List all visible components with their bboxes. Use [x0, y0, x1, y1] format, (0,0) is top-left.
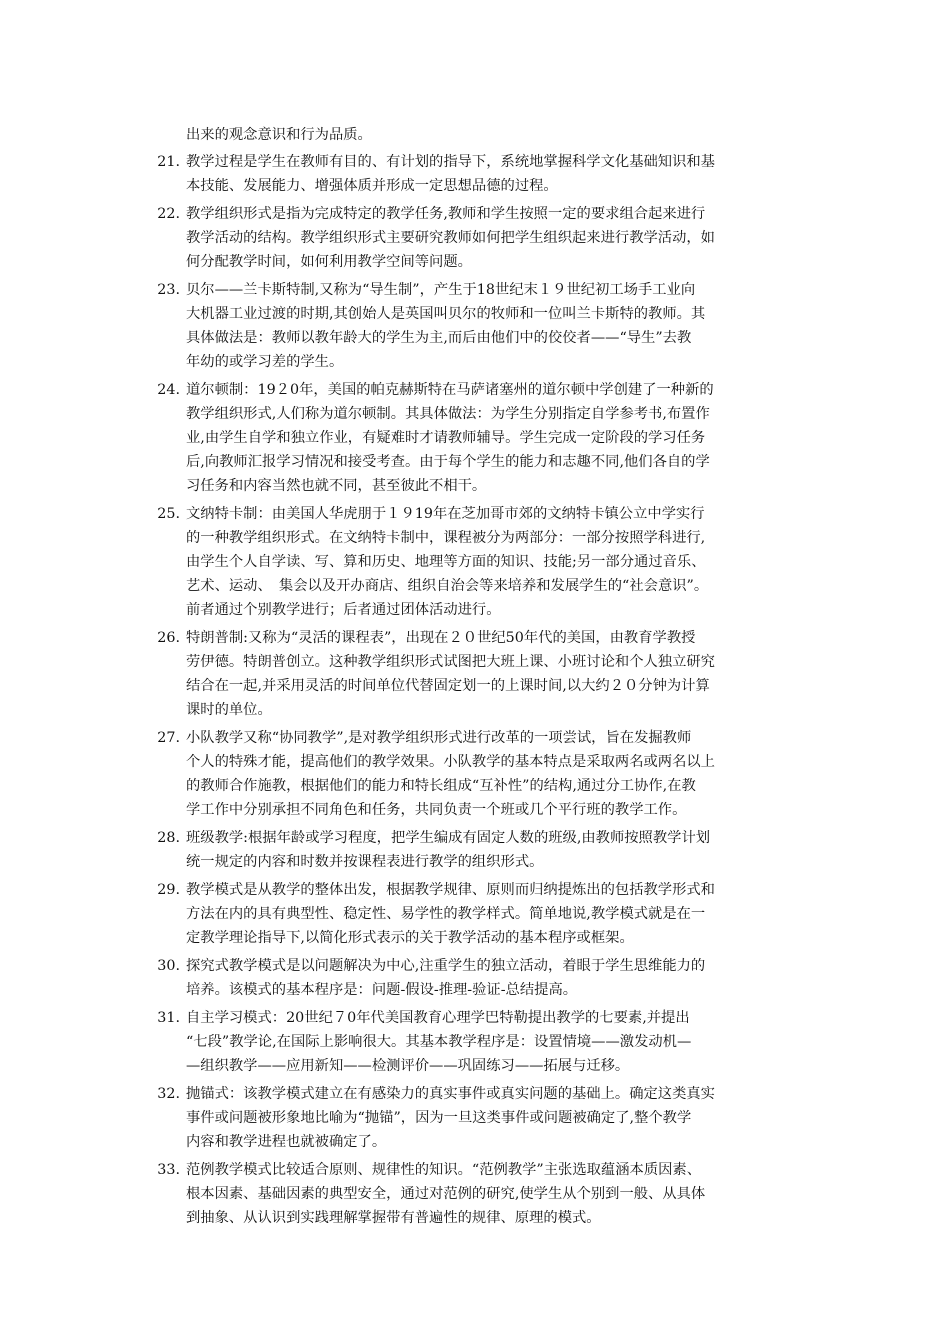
text-line: 本技能、发展能力、增强体质并形成一定思想品德的过程。	[186, 178, 558, 194]
text-line: 贝尔——兰卡斯特制,又称为“导生制”，产生于18世纪末１９世纪初工场手工业向	[186, 282, 696, 298]
text-line: 统一规定的内容和时数并按课程表进行教学的组织形式。	[186, 854, 544, 870]
item-text	[186, 150, 886, 198]
item-number: 28.	[157, 830, 180, 846]
text-line: 业,由学生自学和独立作业，有疑难时才请教师辅导。学生完成一定阶段的学习任务	[186, 430, 706, 446]
text-line: 由学生个人自学读、写、算和历史、地理等方面的知识、技能;另一部分通过音乐、	[186, 554, 706, 570]
list-item	[0, 954, 950, 1002]
item-text	[186, 202, 886, 274]
list-item	[0, 378, 950, 498]
text-line: 大机器工业过渡的时期,其创始人是英国叫贝尔的牧师和一位叫兰卡斯特的教师。其	[186, 306, 706, 322]
item-text	[186, 726, 886, 822]
text-line: 自主学习模式：20世纪７0年代美国教育心理学巴特勒提出教学的七要素,并提出	[186, 1010, 690, 1026]
list-item	[0, 878, 950, 950]
text-line: 结合在一起,并采用灵活的时间单位代替固定划一的上课时间,以大约２０分钟为计算	[186, 678, 710, 694]
text-line: 教学组织形式是指为完成特定的教学任务,教师和学生按照一定的要求组合起来进行	[186, 206, 706, 222]
list-item	[0, 202, 950, 274]
list-item	[0, 1158, 950, 1230]
text-line: 探究式教学模式是以问题解决为中心,注重学生的独立活动，着眼于学生思维能力的	[186, 958, 706, 974]
text-line: “七段”教学论,在国际上影响很大。其基本教学程序是：设置情境——激发动机—	[186, 1034, 692, 1050]
list-item	[0, 1082, 950, 1154]
text-line: 到抽象、从认识到实践理解掌握带有普遍性的规律、原理的模式。	[186, 1210, 601, 1226]
list-item	[0, 826, 950, 874]
list-item	[0, 1006, 950, 1078]
item-text	[186, 1158, 886, 1230]
numbered-definition-list	[0, 150, 950, 1234]
text-line: 的教师合作施教，根据他们的能力和特长组成“互补性”的结构,通过分工协作,在教	[186, 778, 696, 794]
text-line: 方法在内的具有典型性、稳定性、易学性的教学样式。简单地说,教学模式就是在一	[186, 906, 706, 922]
text-line: 教学组织形式,人们称为道尔顿制。其具体做法：为学生分别指定自学参考书,布置作	[186, 406, 710, 422]
item-number: 21.	[157, 154, 180, 170]
item-text	[186, 878, 886, 950]
item-number: 32.	[157, 1086, 180, 1102]
item-number: 22.	[157, 206, 180, 222]
text-line: 前者通过个别教学进行；后者通过团体活动进行。	[186, 602, 501, 618]
text-line: 何分配教学时间，如何利用教学空间等问题。	[186, 254, 472, 270]
list-item	[0, 150, 950, 198]
text-line: 后,向教师汇报学习情况和接受考查。由于每个学生的能力和志趣不同,他们各自的学	[186, 454, 710, 470]
text-line: 教学过程是学生在教师有目的、有计划的指导下，系统地掌握科学文化基础知识和基	[186, 154, 715, 170]
text-line: 特朗普制:又称为“灵活的课程表”，出现在２０世纪50年代的美国，由教育学教授	[186, 630, 696, 646]
item-number: 30.	[157, 958, 180, 974]
item-text	[186, 826, 886, 874]
text-line: 定教学理论指导下,以简化形式表示的关于教学活动的基本程序或框架。	[186, 930, 634, 946]
text-line: 文纳特卡制：由美国人华虎朋于１９19年在芝加哥市郊的文纳特卡镇公立中学实行	[186, 506, 705, 522]
list-item	[0, 502, 950, 622]
text-line: 艺术、运动、 集会以及开办商店、组织自治会等来培养和发展学生的“社会意识”。	[186, 578, 709, 594]
item-number: 27.	[157, 730, 180, 746]
list-item	[0, 278, 950, 374]
text-line: 小队教学又称“协同教学”,是对教学组织形式进行改革的一项尝试，旨在发掘教师	[186, 730, 692, 746]
item-number: 26.	[157, 630, 180, 646]
item-number: 24.	[157, 382, 180, 398]
text-line: 事件或问题被形象地比喻为“抛锚”，因为一旦这类事件或问题被确定了,整个教学	[186, 1110, 692, 1126]
text-line: 习任务和内容当然也就不同，甚至彼此不相干。	[186, 478, 487, 494]
text-line: —组织教学——应用新知——检测评价——巩固练习——拓展与迁移。	[186, 1058, 630, 1074]
item-number: 29.	[157, 882, 180, 898]
text-line: 年幼的或学习差的学生。	[186, 354, 344, 370]
item-text	[186, 1006, 886, 1078]
item-number: 33.	[157, 1162, 180, 1178]
text-line: 教学模式是从教学的整体出发，根据教学规律、原则而归纳提炼出的包括教学形式和	[186, 882, 715, 898]
text-line: 劳伊德。特朗普创立。这种教学组织形式试图把大班上课、小班讨论和个人独立研究	[186, 654, 715, 670]
text-line: 个人的特殊才能，提高他们的教学效果。小队教学的基本特点是采取两名或两名以上	[186, 754, 715, 770]
text-line: 的一种教学组织形式。在文纳特卡制中，课程被分为两部分：一部分按照学科进行,	[186, 530, 706, 546]
item-text	[186, 378, 886, 498]
item-text	[186, 954, 886, 1002]
continued-paragraph-line: 出来的观念意识和行为品质。	[186, 127, 372, 143]
list-item	[0, 726, 950, 822]
item-text	[186, 1082, 886, 1154]
text-line: 培养。该模式的基本程序是：问题-假设-推理-验证-总结提高。	[186, 982, 578, 998]
text-line: 教学活动的结构。教学组织形式主要研究教师如何把学生组织起来进行教学活动，如	[186, 230, 715, 246]
text-line: 学工作中分别承担不同角色和任务，共同负责一个班或几个平行班的教学工作。	[186, 802, 687, 818]
item-text	[186, 626, 886, 722]
text-line: 根本因素、基础因素的典型安全，通过对范例的研究,使学生从个别到一般、从具体	[186, 1186, 706, 1202]
text-line: 内容和教学进程也就被确定了。	[186, 1134, 387, 1150]
text-line: 道尔顿制：19２0年，美国的帕克赫斯特在马萨诸塞州的道尔顿中学创建了一种新的	[186, 382, 714, 398]
text-line: 课时的单位。	[186, 702, 272, 718]
text-line: 抛锚式：该教学模式建立在有感染力的真实事件或真实问题的基础上。确定这类真实	[186, 1086, 715, 1102]
text-line: 具体做法是：教师以教年龄大的学生为主,而后由他们中的佼佼者——“导生”去教	[186, 330, 692, 346]
item-number: 25.	[157, 506, 180, 522]
item-text	[186, 502, 886, 622]
item-number: 31.	[157, 1010, 180, 1026]
item-text	[186, 278, 886, 374]
item-number: 23.	[157, 282, 180, 298]
text-line: 班级教学:根据年龄或学习程度，把学生编成有固定人数的班级,由教师按照教学计划	[186, 830, 711, 846]
list-item	[0, 626, 950, 722]
text-line: 范例教学模式比较适合原则、规律性的知识。“范例教学”主张选取蕴涵本质因素、	[186, 1162, 702, 1178]
